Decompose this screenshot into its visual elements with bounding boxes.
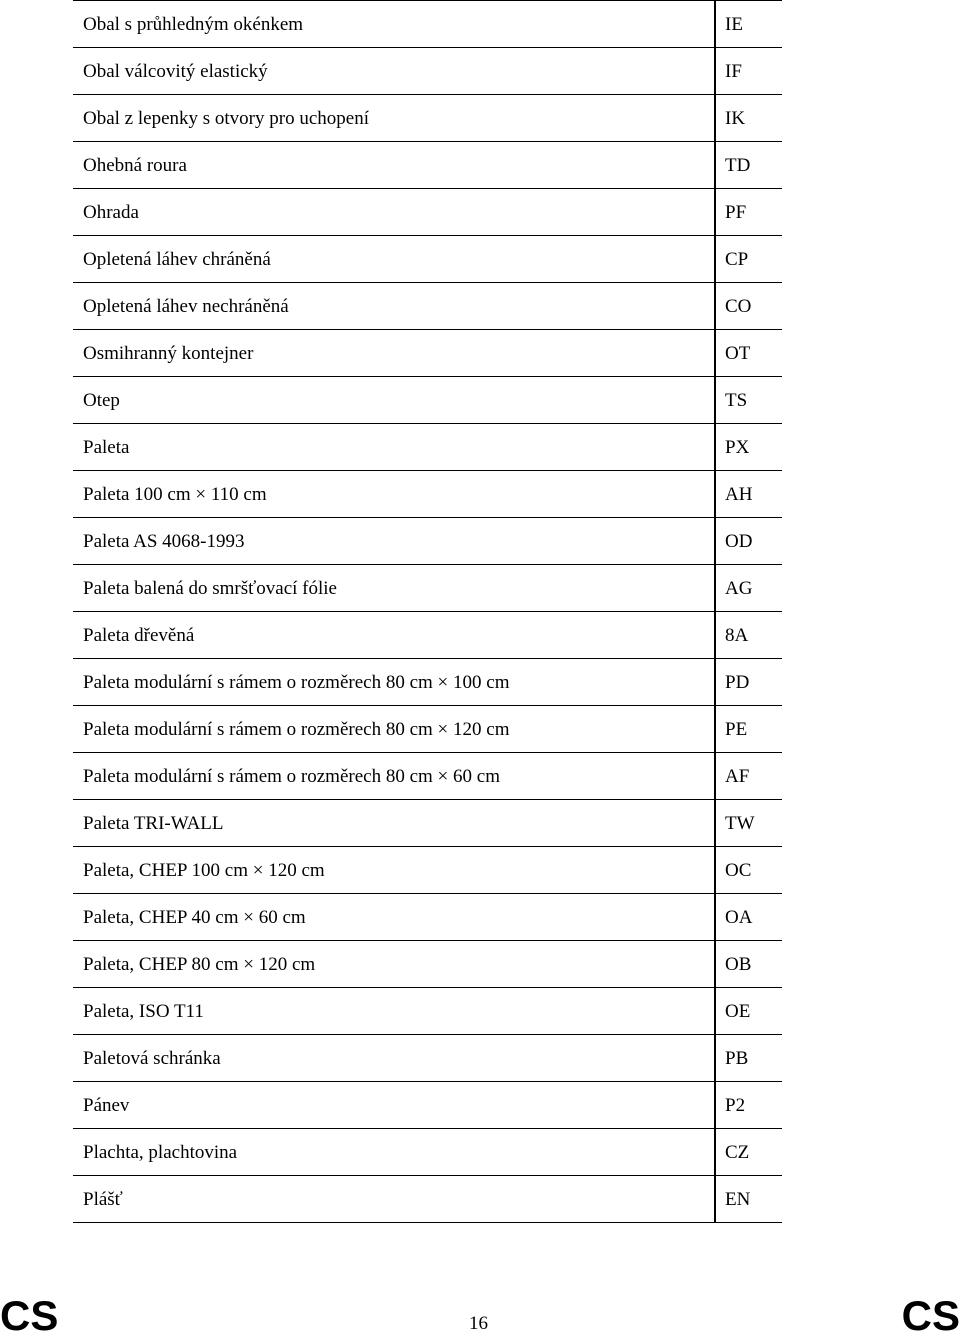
packaging-name-cell: Paleta modulární s rámem o rozměrech 80 cm × 100 cm — [73, 659, 715, 706]
packaging-name-cell: Paleta, CHEP 80 cm × 120 cm — [73, 941, 715, 988]
packaging-code-cell: AF — [715, 753, 782, 800]
table-row — [73, 518, 782, 565]
packaging-name-cell: Paleta dřevěná — [73, 612, 715, 659]
packaging-code-cell: AG — [715, 565, 782, 612]
packaging-code-cell: PF — [715, 189, 782, 236]
table-row — [73, 95, 782, 142]
packaging-name-cell: Paleta TRI-WALL — [73, 800, 715, 847]
packaging-code-cell: PE — [715, 706, 782, 753]
packaging-code-cell: CP — [715, 236, 782, 283]
packaging-name-cell: Paleta, ISO T11 — [73, 988, 715, 1035]
table-row — [73, 1035, 782, 1082]
packaging-name-cell: Paleta, CHEP 40 cm × 60 cm — [73, 894, 715, 941]
packaging-name-cell: Plachta, plachtovina — [73, 1129, 715, 1176]
packaging-code-cell: IF — [715, 48, 782, 95]
table-row — [73, 48, 782, 95]
table-row — [73, 377, 782, 424]
packaging-code-cell: PB — [715, 1035, 782, 1082]
packaging-name-cell: Ohrada — [73, 189, 715, 236]
packaging-code-cell: TS — [715, 377, 782, 424]
packaging-name-cell: Pánev — [73, 1082, 715, 1129]
packaging-name-cell: Paleta modulární s rámem o rozměrech 80 cm × 60 cm — [73, 753, 715, 800]
packaging-code-table — [73, 0, 782, 1223]
table-row — [73, 1082, 782, 1129]
packaging-code-cell: AH — [715, 471, 782, 518]
table-row — [73, 988, 782, 1035]
table-row — [73, 706, 782, 753]
packaging-code-cell: P2 — [715, 1082, 782, 1129]
table-row — [73, 659, 782, 706]
packaging-name-cell: Paleta balená do smršťovací fólie — [73, 565, 715, 612]
packaging-name-cell: Paleta, CHEP 100 cm × 120 cm — [73, 847, 715, 894]
packaging-code-cell: TW — [715, 800, 782, 847]
packaging-name-cell: Paleta AS 4068-1993 — [73, 518, 715, 565]
table-row — [73, 189, 782, 236]
table-row — [73, 236, 782, 283]
packaging-name-cell: Ohebná roura — [73, 142, 715, 189]
packaging-code-cell: OE — [715, 988, 782, 1035]
packaging-code-cell: IK — [715, 95, 782, 142]
packaging-code-cell: PD — [715, 659, 782, 706]
table-row — [73, 1129, 782, 1176]
table-row — [73, 142, 782, 189]
packaging-name-cell: Osmihranný kontejner — [73, 330, 715, 377]
packaging-code-cell: PX — [715, 424, 782, 471]
packaging-name-cell: Opletená láhev chráněná — [73, 236, 715, 283]
packaging-code-cell: TD — [715, 142, 782, 189]
table-row — [73, 941, 782, 988]
table-row — [73, 1176, 782, 1223]
language-marker-left: CS — [0, 1292, 59, 1339]
table-row — [73, 894, 782, 941]
table-row — [73, 471, 782, 518]
packaging-name-cell: Plášť — [73, 1176, 715, 1223]
page-number: 16 — [469, 1313, 488, 1334]
packaging-name-cell: Paletová schránka — [73, 1035, 715, 1082]
packaging-code-cell: OT — [715, 330, 782, 377]
language-marker-right: CS — [901, 1292, 960, 1339]
packaging-code-cell: CO — [715, 283, 782, 330]
packaging-code-cell: OB — [715, 941, 782, 988]
packaging-name-cell: Obal z lepenky s otvory pro uchopení — [73, 95, 715, 142]
packaging-code-cell: OA — [715, 894, 782, 941]
table-row — [73, 847, 782, 894]
table-row — [73, 612, 782, 659]
packaging-name-cell: Opletená láhev nechráněná — [73, 283, 715, 330]
packaging-name-cell: Obal válcovitý elastický — [73, 48, 715, 95]
table-row — [73, 424, 782, 471]
packaging-code-cell: 8A — [715, 612, 782, 659]
packaging-name-cell: Paleta — [73, 424, 715, 471]
table-row — [73, 565, 782, 612]
packaging-code-cell: OC — [715, 847, 782, 894]
table-row — [73, 753, 782, 800]
table-row — [73, 800, 782, 847]
packaging-code-table-body — [73, 1, 782, 1223]
packaging-name-cell: Paleta 100 cm × 110 cm — [73, 471, 715, 518]
packaging-name-cell: Paleta modulární s rámem o rozměrech 80 cm × 120 cm — [73, 706, 715, 753]
table-row — [73, 1, 782, 48]
packaging-code-cell: EN — [715, 1176, 782, 1223]
table-row — [73, 330, 782, 377]
packaging-name-cell: Obal s průhledným okénkem — [73, 1, 715, 48]
packaging-code-cell: IE — [715, 1, 782, 48]
packaging-code-cell: OD — [715, 518, 782, 565]
table-row — [73, 283, 782, 330]
packaging-name-cell: Otep — [73, 377, 715, 424]
packaging-code-cell: CZ — [715, 1129, 782, 1176]
